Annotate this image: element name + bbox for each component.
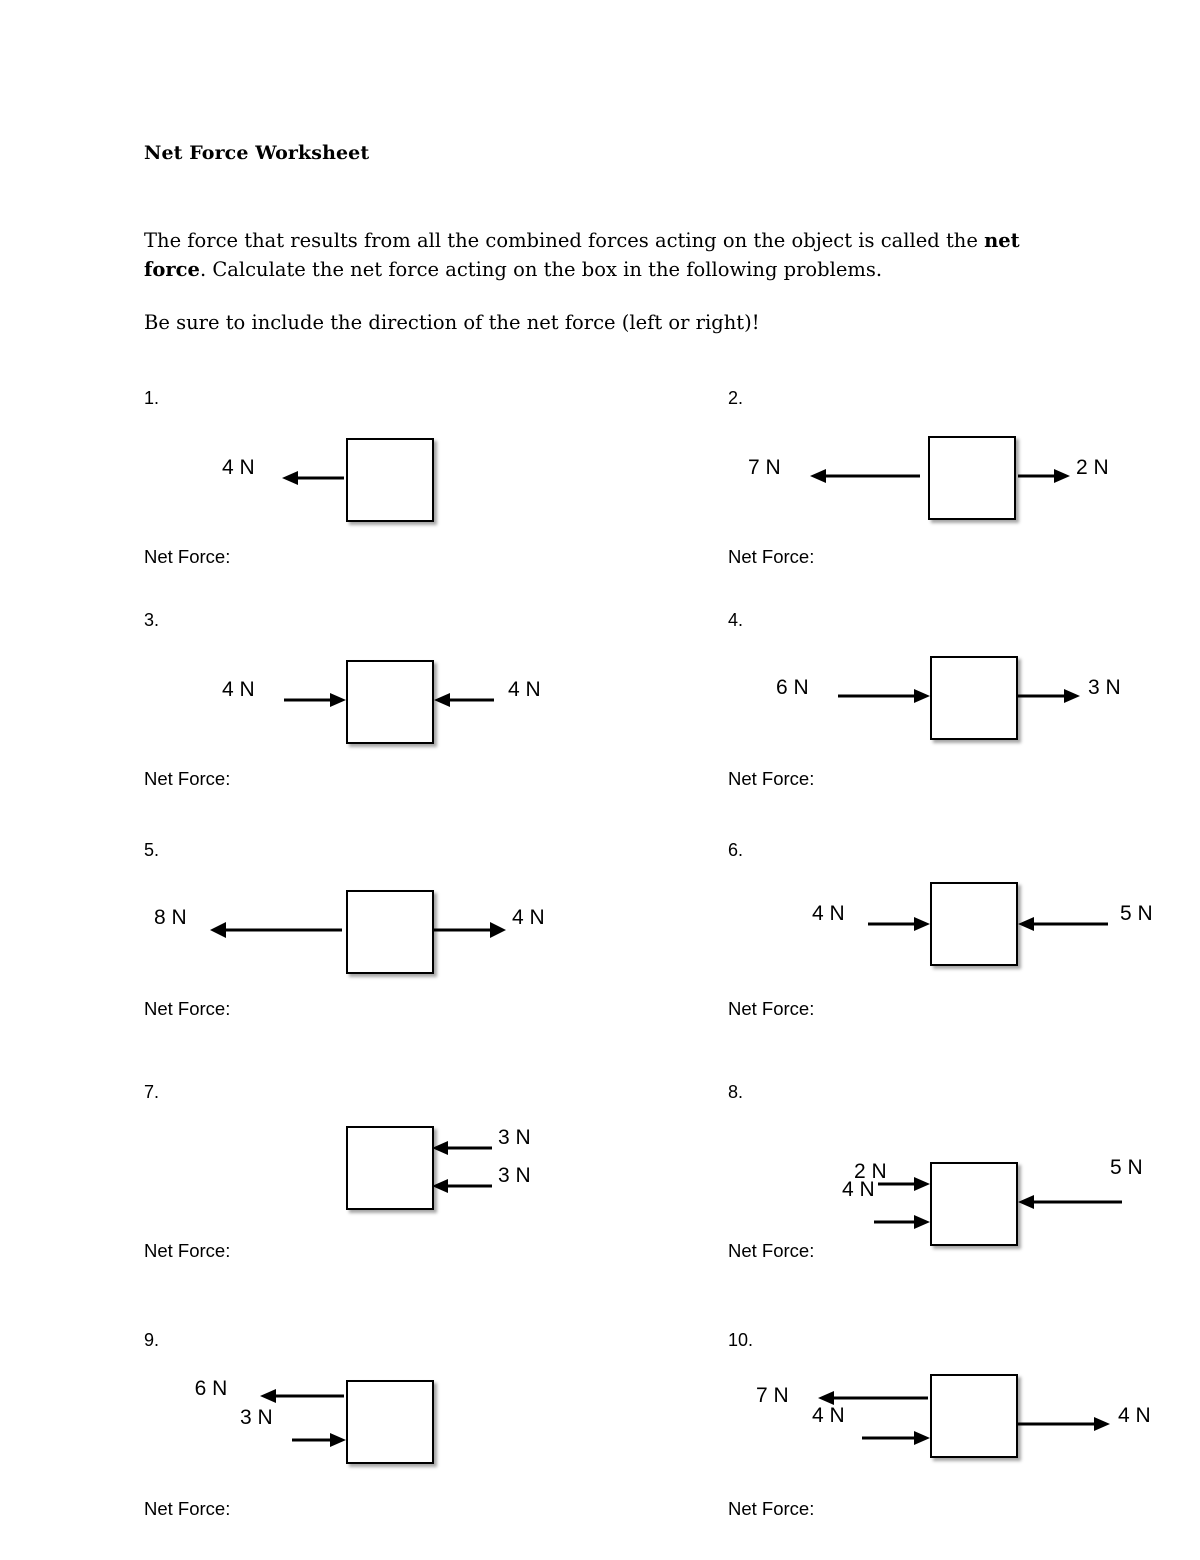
force-diagram	[144, 628, 664, 758]
net-force-label: Net Force:	[144, 1498, 231, 1519]
arrow-right-lower	[874, 1212, 930, 1232]
net-force-label: Net Force:	[144, 768, 231, 789]
arrow-left	[434, 690, 496, 710]
arrow-left	[1018, 914, 1110, 934]
box-object	[930, 1374, 1018, 1458]
force-label-left: 4 N	[222, 456, 255, 479]
force-label-right: 4 N	[1118, 1404, 1151, 1427]
arrow-left	[210, 920, 344, 940]
arrow-right	[1018, 466, 1070, 486]
force-label-upper-left: 6 N	[194, 1377, 228, 1400]
force-diagram	[728, 628, 1200, 758]
box-object	[930, 882, 1018, 966]
force-diagram	[144, 1348, 664, 1478]
problem-number: 9.	[144, 1330, 160, 1350]
box-object	[346, 1380, 434, 1464]
net-force-label: Net Force:	[728, 998, 815, 1019]
arrow-left	[810, 466, 922, 486]
box-object	[346, 438, 434, 522]
force-label-left: 7 N	[748, 456, 781, 479]
arrow-right	[292, 1430, 346, 1450]
intro-text-part1: The force that results from all the combined forces acting on the object is called the	[144, 229, 985, 252]
problem-number: 6.	[728, 840, 744, 860]
problem-10	[728, 1330, 1200, 1560]
arrow-right	[1018, 1414, 1110, 1434]
problem-7	[144, 1082, 664, 1312]
force-label-right: 5 N	[1120, 902, 1153, 925]
problem-1	[144, 388, 664, 618]
intro-text-part2: . Calculate the net force acting on the box in the following problems.	[199, 258, 883, 281]
arrow-right	[868, 914, 930, 934]
arrow-left-lower	[432, 1176, 494, 1196]
force-label-lower-left: 3 N	[240, 1406, 273, 1429]
force-label-right: 4 N	[508, 678, 541, 701]
force-label-left: 8 N	[154, 906, 187, 929]
arrow-left	[282, 468, 346, 488]
arrow-left	[1018, 1192, 1124, 1212]
force-diagram	[728, 1348, 1200, 1478]
force-label-lower-left: 4 N	[812, 1404, 845, 1427]
net-force-label: Net Force:	[728, 546, 815, 567]
problem-9	[144, 1330, 664, 1560]
net-force-label: Net Force:	[144, 1240, 231, 1261]
problem-4	[728, 610, 1200, 840]
net-force-label: Net Force:	[728, 1240, 815, 1261]
box-object	[930, 1162, 1018, 1246]
intro-bold-term: net force	[144, 229, 1020, 281]
page-title: Net Force Worksheet	[144, 142, 370, 164]
arrow-left	[260, 1386, 346, 1406]
problem-2	[728, 388, 1200, 618]
force-label-lower: 3 N	[498, 1164, 531, 1187]
box-object	[346, 1126, 434, 1210]
problem-number: 3.	[144, 610, 160, 630]
problem-8	[728, 1082, 1200, 1312]
problem-number: 8.	[728, 1082, 744, 1102]
problem-number: 7.	[144, 1082, 160, 1102]
force-diagram	[144, 1100, 664, 1230]
force-label-left: 4 N	[222, 678, 255, 701]
net-force-label: Net Force:	[728, 768, 815, 789]
force-label-upper: 3 N	[498, 1126, 531, 1149]
force-label-left: 4 N	[812, 902, 845, 925]
arrow-right	[838, 686, 930, 706]
arrow-left-upper	[432, 1138, 494, 1158]
arrow-right	[284, 690, 346, 710]
force-label-right: 2 N	[1076, 456, 1109, 479]
force-label-right: 4 N	[512, 906, 545, 929]
problem-number: 4.	[728, 610, 744, 630]
force-diagram	[144, 858, 664, 988]
force-label-upper-left: 2 N	[854, 1160, 887, 1183]
arrow-right	[1018, 686, 1080, 706]
force-label-lower-left: 4 N	[842, 1178, 875, 1201]
force-label-right: 3 N	[1088, 676, 1121, 699]
problem-number: 2.	[728, 388, 744, 408]
box-object	[930, 656, 1018, 740]
force-diagram	[728, 1100, 1200, 1230]
problem-number: 1.	[144, 388, 160, 408]
arrow-right-lower	[862, 1428, 930, 1448]
problem-6	[728, 840, 1200, 1070]
problem-3	[144, 610, 664, 840]
arrow-right-upper	[878, 1174, 930, 1194]
force-label-left: 6 N	[776, 676, 809, 699]
box-object	[346, 890, 434, 974]
problem-5	[144, 840, 664, 1070]
box-object	[346, 660, 434, 744]
arrow-right	[434, 920, 506, 940]
problem-number: 10.	[728, 1330, 754, 1350]
force-label-upper-left: 7 N	[756, 1384, 789, 1407]
net-force-label: Net Force:	[728, 1498, 815, 1519]
force-label-right: 5 N	[1110, 1156, 1143, 1179]
net-force-label: Net Force:	[144, 546, 231, 567]
intro-paragraph	[144, 226, 1034, 284]
force-diagram	[728, 858, 1200, 988]
force-diagram	[728, 406, 1200, 536]
box-object	[928, 436, 1016, 520]
force-diagram	[144, 406, 664, 536]
problem-number: 5.	[144, 840, 160, 860]
instruction-paragraph: Be sure to include the direction of the net force (left or right)!	[144, 311, 760, 334]
net-force-label: Net Force:	[144, 998, 231, 1019]
arrow-left	[818, 1388, 930, 1408]
